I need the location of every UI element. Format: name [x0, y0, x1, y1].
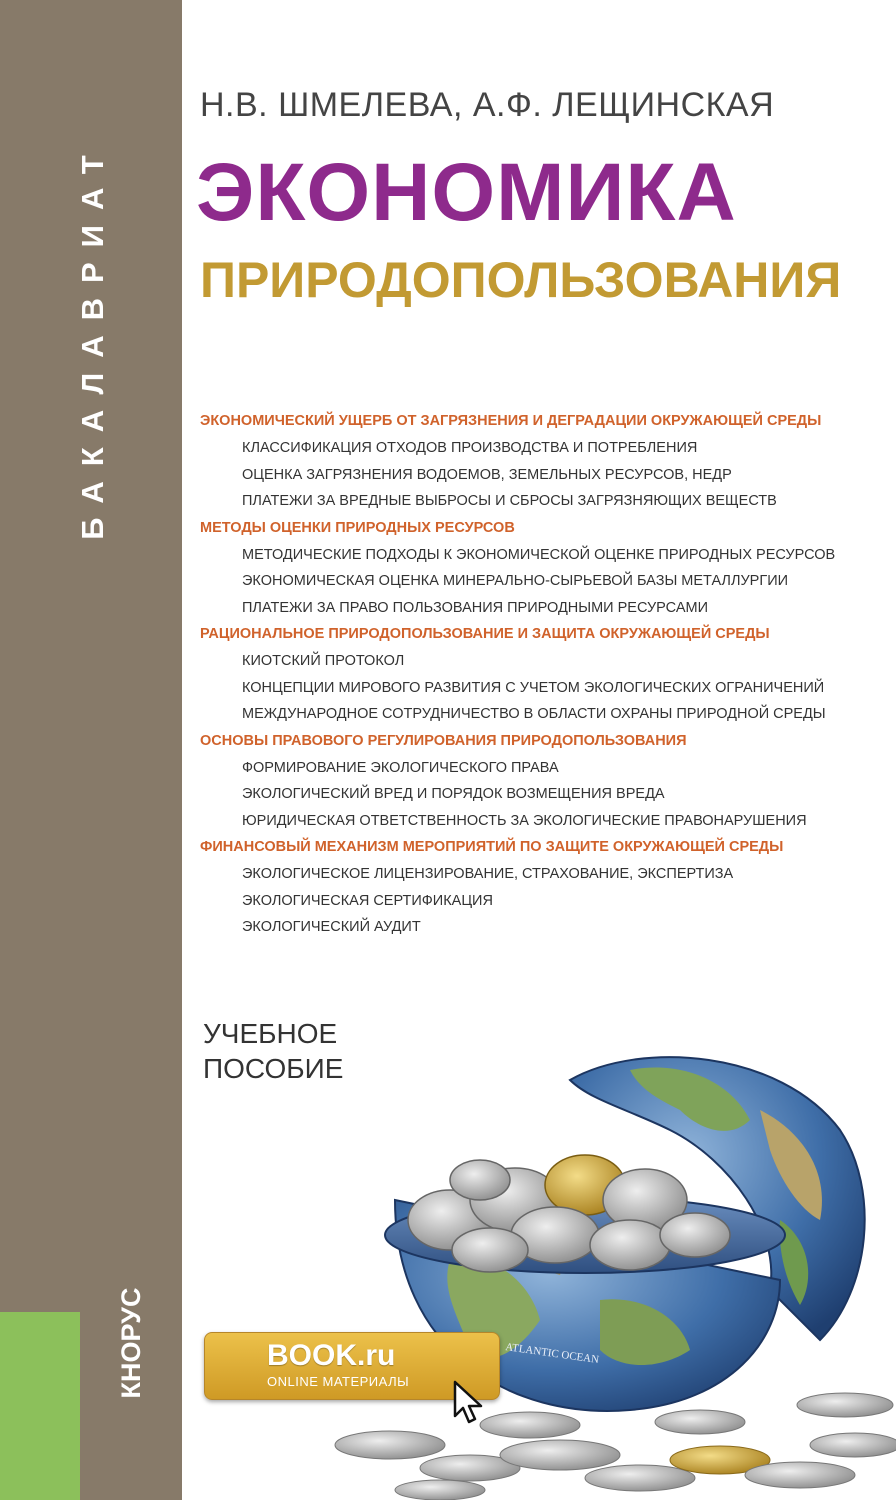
badge-title: BOOK.ru	[267, 1339, 396, 1372]
section-item: КОНЦЕПЦИИ МИРОВОГО РАЗВИТИЯ С УЧЕТОМ ЭКОЛОГИЧЕСКИХ ОГРАНИЧЕНИЙ	[242, 679, 825, 696]
section-title: РАЦИОНАЛЬНОЕ ПРИРОДОПОЛЬЗОВАНИЕ И ЗАЩИТА ОКРУЖАЮЩЕЙ СРЕДЫ	[200, 626, 770, 642]
authors: Н.В. ШМЕЛЕВА, А.Ф. ЛЕЩИНСКАЯ	[200, 86, 775, 124]
spine-accent-block	[0, 1312, 80, 1500]
contents-section	[200, 728, 890, 835]
contents-section	[200, 621, 890, 728]
book-title-main: ЭКОНОМИКА	[196, 147, 737, 238]
publisher-name: КНОРУС	[116, 1287, 146, 1399]
publication-type-line: УЧЕБНОЕ	[203, 1018, 338, 1049]
badge-subtitle: ONLINE МАТЕРИАЛЫ	[267, 1374, 410, 1389]
section-item: КИОТСКИЙ ПРОТОКОЛ	[242, 653, 405, 669]
mouse-pointer-icon	[452, 1380, 486, 1426]
contents-section	[200, 408, 890, 515]
contents-section	[200, 515, 890, 622]
section-item: ПЛАТЕЖИ ЗА ВРЕДНЫЕ ВЫБРОСЫ И СБРОСЫ ЗАГРЯЗНЯЮЩИХ ВЕЩЕСТВ	[242, 493, 777, 509]
section-item: МЕТОДИЧЕСКИЕ ПОДХОДЫ К ЭКОНОМИЧЕСКОЙ ОЦЕНКЕ ПРИРОДНЫХ РЕСУРСОВ	[242, 546, 836, 563]
section-title: МЕТОДЫ ОЦЕНКИ ПРИРОДНЫХ РЕСУРСОВ	[200, 519, 515, 536]
contents-section	[200, 834, 890, 941]
section-item: ЭКОЛОГИЧЕСКИЙ АУДИТ	[242, 919, 421, 935]
publication-type-line: ПОСОБИЕ	[203, 1053, 344, 1084]
section-title: ФИНАНСОВЫЙ МЕХАНИЗМ МЕРОПРИЯТИЙ ПО ЗАЩИТЕ ОКРУЖАЮЩЕЙ СРЕДЫ	[200, 839, 784, 855]
section-item: ЭКОЛОГИЧЕСКИЙ ВРЕД И ПОРЯДОК ВОЗМЕЩЕНИЯ ВРЕДА	[242, 786, 665, 802]
section-item: ЭКОЛОГИЧЕСКОЕ ЛИЦЕНЗИРОВАНИЕ, СТРАХОВАНИЕ, ЭКСПЕРТИЗА	[242, 866, 734, 882]
section-item: ПЛАТЕЖИ ЗА ПРАВО ПОЛЬЗОВАНИЯ ПРИРОДНЫМИ РЕСУРСАМИ	[242, 599, 708, 616]
section-item: ОЦЕНКА ЗАГРЯЗНЕНИЯ ВОДОЕМОВ, ЗЕМЕЛЬНЫХ РЕСУРСОВ, НЕДР	[242, 466, 732, 483]
section-item: ФОРМИРОВАНИЕ ЭКОЛОГИЧЕСКОГО ПРАВА	[242, 759, 559, 776]
section-item: КЛАССИФИКАЦИЯ ОТХОДОВ ПРОИЗВОДСТВА И ПОТРЕБЛЕНИЯ	[242, 440, 698, 456]
series-label: БАКАЛАВРИАТ	[75, 140, 110, 540]
contents-list	[200, 408, 890, 941]
ocean-label: ATLANTIC OCEAN	[504, 1341, 600, 1367]
section-title: ОСНОВЫ ПРАВОВОГО РЕГУЛИРОВАНИЯ ПРИРОДОПОЛЬЗОВАНИЯ	[200, 732, 687, 749]
globe-coins-illustration	[300, 1050, 896, 1500]
section-item: МЕЖДУНАРОДНОЕ СОТРУДНИЧЕСТВО В ОБЛАСТИ ОХРАНЫ ПРИРОДНОЙ СРЕДЫ	[242, 706, 826, 722]
section-item: ЮРИДИЧЕСКАЯ ОТВЕТСТВЕННОСТЬ ЗА ЭКОЛОГИЧЕСКИЕ ПРАВОНАРУШЕНИЯ	[242, 812, 807, 829]
section-item: ЭКОНОМИЧЕСКАЯ ОЦЕНКА МИНЕРАЛЬНО-СЫРЬЕВОЙ БАЗЫ МЕТАЛЛУРГИИ	[242, 573, 789, 589]
section-title: ЭКОНОМИЧЕСКИЙ УЩЕРБ ОТ ЗАГРЯЗНЕНИЯ И ДЕГРАДАЦИИ ОКРУЖАЮЩЕЙ СРЕДЫ	[200, 413, 822, 429]
book-title-sub: ПРИРОДОПОЛЬЗОВАНИЯ	[200, 252, 842, 308]
section-item: ЭКОЛОГИЧЕСКАЯ СЕРТИФИКАЦИЯ	[242, 892, 493, 909]
